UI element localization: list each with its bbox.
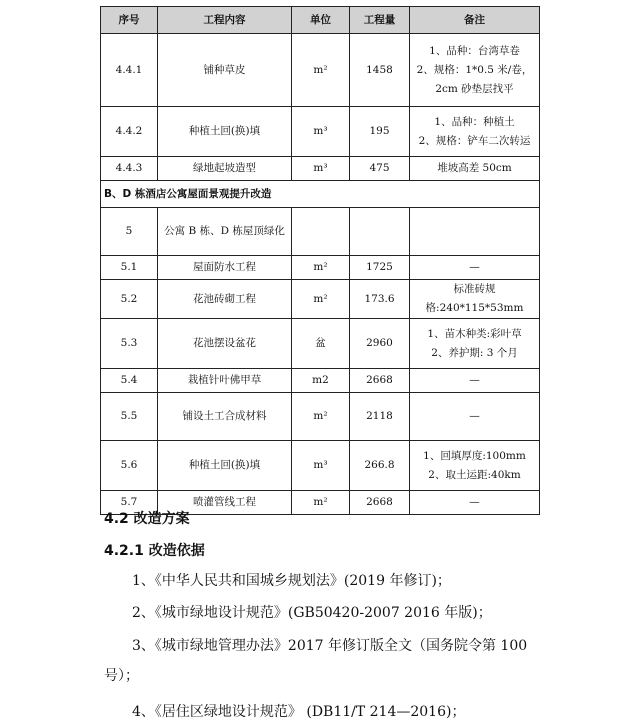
row-unit: m² (292, 256, 350, 280)
table-row (101, 107, 540, 157)
row-no: 5.1 (101, 256, 158, 280)
row-notes (410, 280, 540, 319)
note-line: — (469, 261, 480, 273)
section-title: B、D 栋酒店公寓屋面景观提升改造 (101, 181, 540, 208)
row-notes (410, 441, 540, 491)
row-unit: 盆 (292, 319, 350, 369)
row-unit: m³ (292, 157, 350, 181)
row-qty: 1725 (350, 256, 410, 280)
row-qty: 2960 (350, 319, 410, 369)
note-line: 2、取土运距:40km (428, 468, 521, 481)
note-line: 2、养护期: 3 个月 (431, 346, 518, 359)
row-qty: 173.6 (350, 280, 410, 319)
paragraph-4: 4、《居住区绿地设计规范》 (DB11/T 214—2016)； (132, 704, 466, 720)
header-qty: 工程量 (350, 7, 410, 34)
table-row (101, 280, 540, 319)
row-notes (410, 491, 540, 515)
row-item: 种植土回(换)填 (158, 441, 292, 491)
table-row (101, 256, 540, 280)
row-qty: 475 (350, 157, 410, 181)
row-item: 公寓 B 栋、D 栋屋顶绿化 (158, 208, 292, 256)
row-unit: m2 (292, 369, 350, 393)
row-qty: 195 (350, 107, 410, 157)
table-body-a (101, 34, 540, 181)
row-notes (410, 34, 540, 107)
table-row (101, 34, 540, 107)
quantity-table (100, 6, 540, 515)
note-line: 1、苗木种类:彩叶草 (427, 327, 522, 340)
table-row (101, 319, 540, 369)
row-no: 5.5 (101, 393, 158, 441)
row-unit: m² (292, 393, 350, 441)
row-qty: 1458 (350, 34, 410, 107)
row-no: 4.4.3 (101, 157, 158, 181)
row-unit: m² (292, 34, 350, 107)
row-no: 4.4.2 (101, 107, 158, 157)
section-row (101, 181, 540, 208)
note-line: — (469, 410, 480, 422)
paragraph-3: 3、《城市绿地管理办法》2017 年修订版全文（国务院令第 100 号）； (104, 638, 528, 684)
table-header-row (101, 7, 540, 34)
note-line: — (469, 374, 480, 386)
row-unit: m³ (292, 107, 350, 157)
row-notes (410, 208, 540, 256)
note-line: 1、品种：种植土 (434, 115, 515, 128)
row-no: 4.4.1 (101, 34, 158, 107)
row-item: 铺种草皮 (158, 34, 292, 107)
header-notes: 备注 (410, 7, 540, 34)
row-qty: 266.8 (350, 441, 410, 491)
note-line: 2、规格：铲车二次转运 (418, 134, 531, 147)
row-no: 5.7 (101, 491, 158, 515)
table-row (101, 208, 540, 256)
row-item: 绿地起坡造型 (158, 157, 292, 181)
row-no: 5.4 (101, 369, 158, 393)
row-qty: 2668 (350, 491, 410, 515)
row-notes (410, 319, 540, 369)
row-unit (292, 208, 350, 256)
row-no: 5.6 (101, 441, 158, 491)
note-line: 1、品种：台湾草卷 (429, 44, 520, 57)
row-notes (410, 107, 540, 157)
section-heading: 4.2 改造方案 (104, 511, 190, 527)
row-item: 花池摆设盆花 (158, 319, 292, 369)
row-item: 种植土回(换)填 (158, 107, 292, 157)
row-notes (410, 157, 540, 181)
table-row (101, 369, 540, 393)
table-row (101, 441, 540, 491)
row-unit: m³ (292, 441, 350, 491)
note-line: 标准砖规格:240*115*53mm (425, 283, 524, 314)
row-no: 5.3 (101, 319, 158, 369)
table-row (101, 393, 540, 441)
row-item: 花池砖砌工程 (158, 280, 292, 319)
row-item: 喷灌管线工程 (158, 491, 292, 515)
header-item: 工程内容 (158, 7, 292, 34)
table-row (101, 157, 540, 181)
table-body-b (101, 208, 540, 515)
header-unit: 单位 (292, 7, 350, 34)
row-notes (410, 393, 540, 441)
header-no: 序号 (101, 7, 158, 34)
row-item: 屋面防水工程 (158, 256, 292, 280)
row-unit: m² (292, 491, 350, 515)
row-notes (410, 256, 540, 280)
row-notes (410, 369, 540, 393)
row-item: 栽植针叶佛甲草 (158, 369, 292, 393)
row-qty: 2668 (350, 369, 410, 393)
row-item: 铺设土工合成材料 (158, 393, 292, 441)
row-unit: m² (292, 280, 350, 319)
subsection-heading: 4.2.1 改造依据 (104, 543, 205, 559)
row-qty (350, 208, 410, 256)
note-line: 2、规格：1*0.5 米/卷，2cm 砂垫层找平 (416, 63, 533, 95)
row-no: 5.2 (101, 280, 158, 319)
note-line: 1、回填厚度:100mm (423, 449, 526, 462)
note-line: 堆坡高差 50cm (437, 162, 512, 174)
row-no: 5 (101, 208, 158, 256)
note-line: — (469, 496, 480, 508)
row-qty: 2118 (350, 393, 410, 441)
paragraph-1: 1、《中华人民共和国城乡规划法》(2019 年修订)； (132, 573, 451, 589)
paragraph-2: 2、《城市绿地设计规范》(GB50420-2007 2016 年版)； (132, 605, 492, 621)
